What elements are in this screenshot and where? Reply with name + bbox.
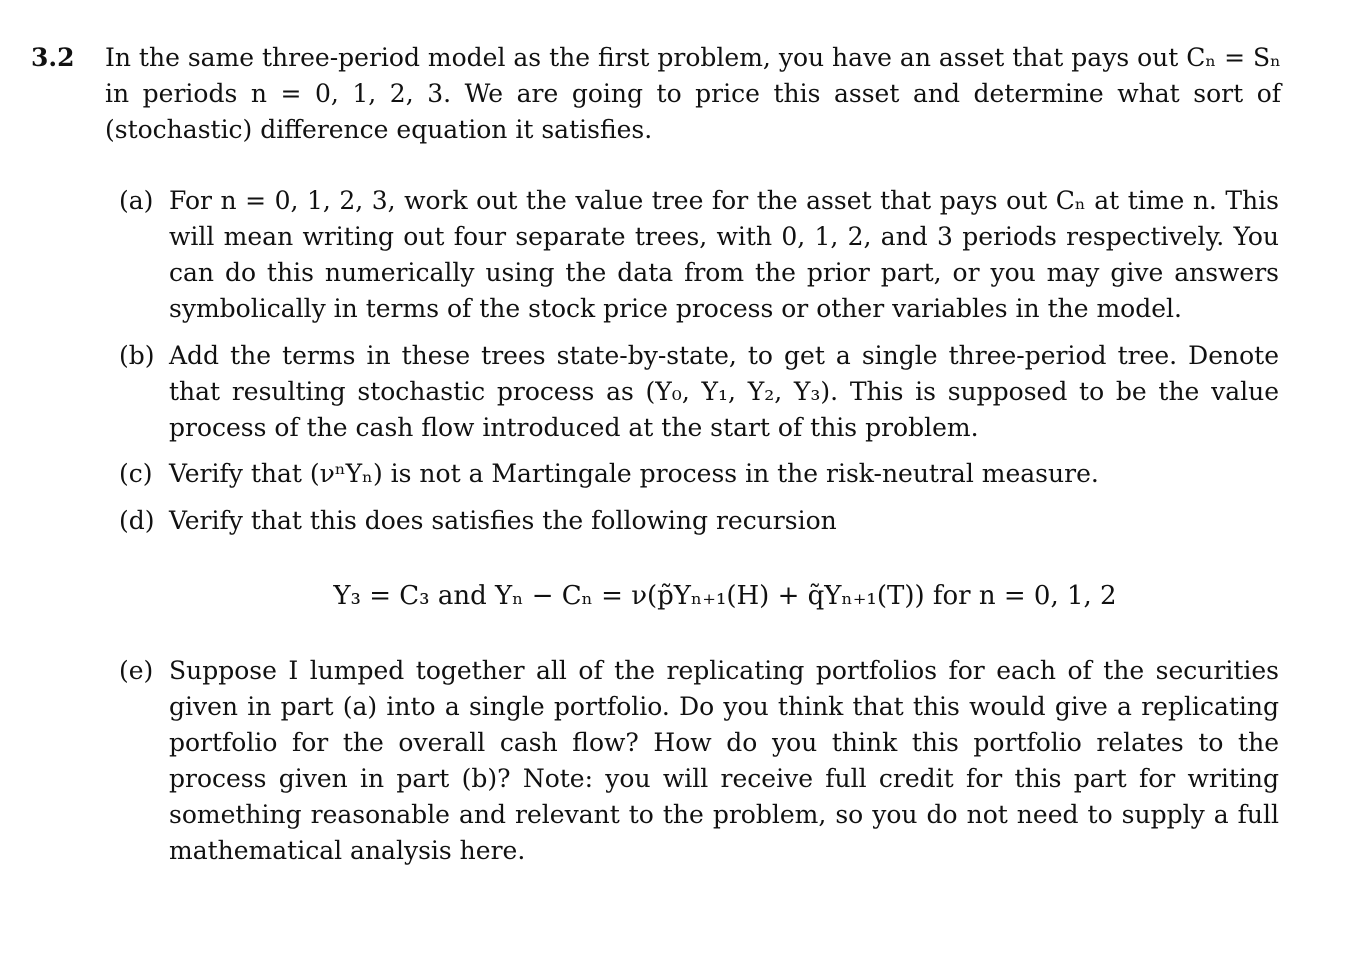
part-label: (d) (119, 506, 155, 535)
recursion-equation: Y₃ = C₃ and Yₙ − Cₙ = ν(p̃Yₙ₊₁(H) + q̃Yₙ₊₁(T)) for n = 0, 1, 2 (333, 581, 1117, 611)
part-text: Suppose I lumped together all of the replicating portfolios for each of the securities given in part (a) into a single portfolio. Do you think that this would give a replicating portfolio for the overall cash flow? How do you think this portfolio relates to the process given in part (b)? Note: you will receive full credit for this part for writing something reasonable and relevant to the problem, so you do not need to supply a full mathematical analysis here. (169, 656, 1279, 865)
problem-statement: In the same three-period model as the first problem, you have an asset that pays out Cₙ = Sₙ in periods n = 0, 1, 2, 3. We are going to price this asset and determine what sort of (stochastic) difference equation it satisfies. (105, 43, 1281, 144)
part-text: Add the terms in these trees state-by-state, to get a single three-period tree. Denote that resulting stochastic process as (Y₀, Y₁, Y₂, Y₃). This is supposed to be the value process of the cash flow introduced at the start of this problem. (169, 341, 1279, 442)
part-text: Verify that (νⁿYₙ) is not a Martingale process in the risk-neutral measure. (169, 459, 1099, 488)
part-label: (b) (119, 341, 155, 370)
part-label: (e) (119, 656, 154, 685)
part-label: (c) (119, 459, 153, 488)
problem-number: 3.2 (31, 43, 75, 72)
part-text: For n = 0, 1, 2, 3, work out the value tree for the asset that pays out Cₙ at time n. This will mean writing out four separate trees, with 0, 1, 2, and 3 periods respectively. You can do this numerically using the data from the prior part, or you may give answers symbolically in terms of the stock price process or other variables in the model. (169, 186, 1279, 323)
part-label: (a) (119, 186, 154, 215)
part-text: Verify that this does satisfies the following recursion (169, 506, 837, 535)
